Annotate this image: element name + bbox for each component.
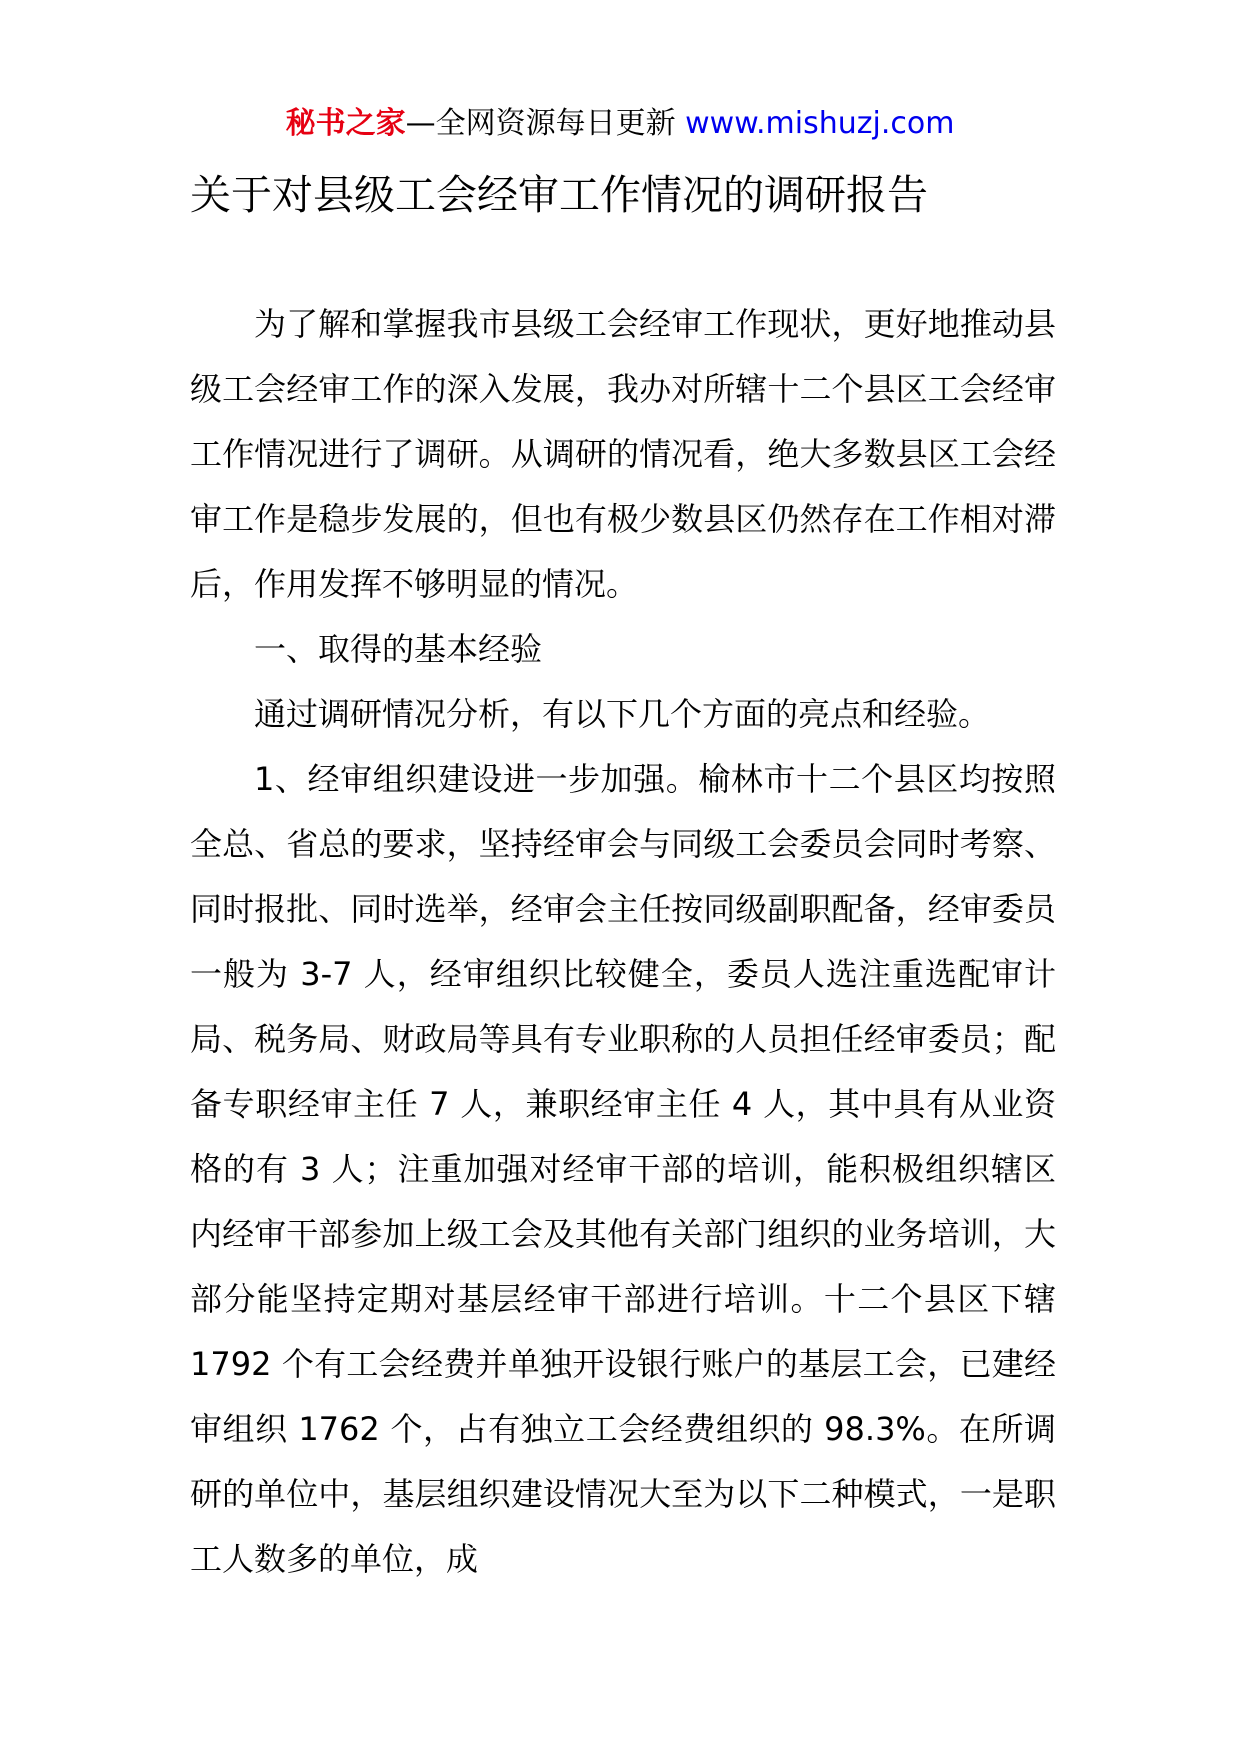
site-brand: 秘书之家 bbox=[285, 106, 406, 141]
document-title: 关于对县级工会经审工作情况的调研报告 bbox=[190, 171, 928, 219]
intro-paragraph: 为了解和掌握我市县级工会经审工作现状，更好地推动县级工会经审工作的深入发展，我办对所辖十二个县区工会经审工作情况进行了调研。从调研的情况看，绝大多数县区工会经审工作是稳步发展的，但也有极少数县区仍然存在工作相对滞后，作用发挥不够明显的情况。 bbox=[190, 305, 1056, 603]
point-1-paragraph: 1、经审组织建设进一步加强。榆林市十二个县区均按照全总、省总的要求，坚持经审会与同级工会委员会同时考察、同时报批、同时选举，经审会主任按同级副职配备，经审委员一般为 3-7 人，经审组织比较健全，委员人选注重选配审计局、税务局、财政局等具有专业职称的人员担任经审委员；配备专职经审主任 7 人，兼职经审主任 4 人，其中具有从业资格的有 3 人；注重加强对经审干部的培训，能积极组织辖区内经审干部参加上级工会及其他有关部门组织的业务培训，大部分能坚持定期对基层经审干部进行培训。十二个县区下辖 1792 个有工会经费并单独开设银行账户的基层工会，已建经审组织 1762 个，占有独立工会经费组织的 98.3%。在所调研的单位中，基层组织建设情况大至为以下二种模式，一是职工人数多的单位，成 bbox=[190, 760, 1056, 1578]
section-intro-paragraph: 通过调研情况分析，有以下几个方面的亮点和经验。 bbox=[254, 695, 991, 733]
site-header bbox=[0, 104, 1240, 144]
site-url-link[interactable]: www.mishuzj.com bbox=[685, 106, 955, 141]
section-heading: 一、取得的基本经验 bbox=[254, 630, 543, 668]
document-body bbox=[190, 292, 1056, 1592]
site-tagline: —全网资源每日更新 bbox=[405, 106, 686, 141]
